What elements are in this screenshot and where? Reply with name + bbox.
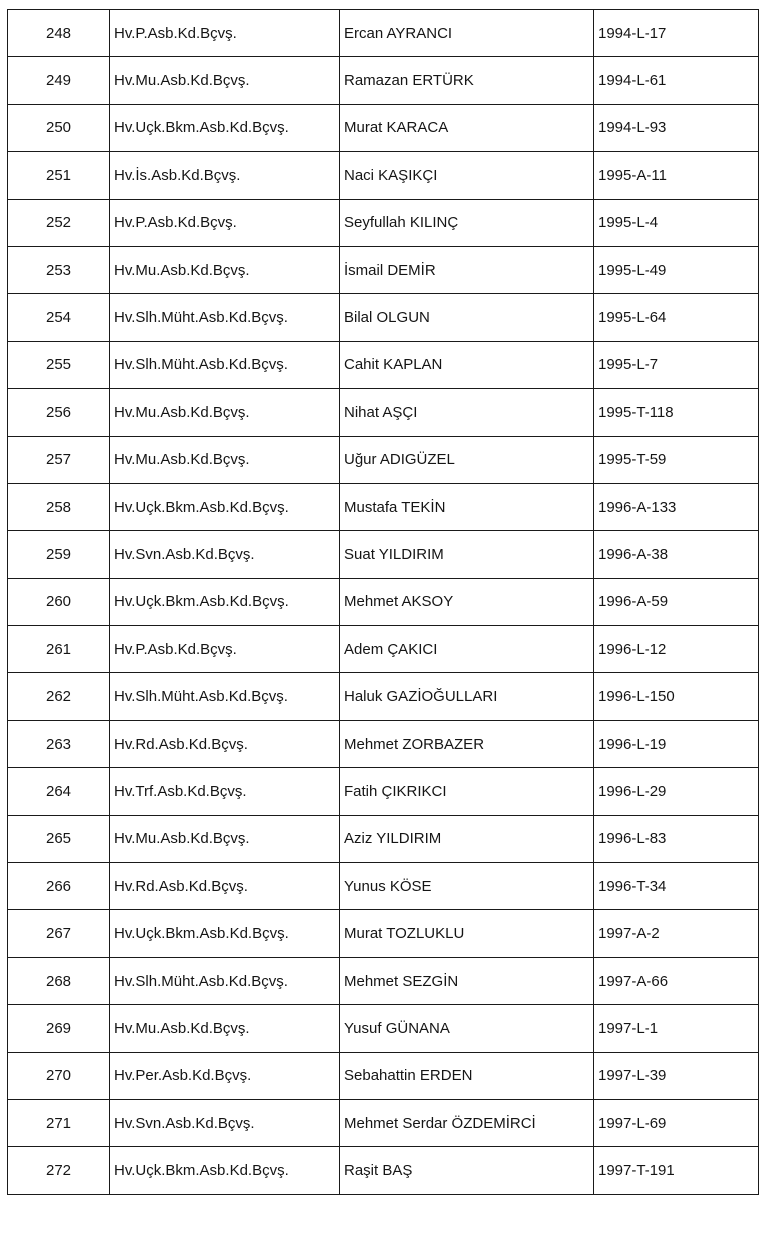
table-row xyxy=(8,673,759,720)
rank-cell: Hv.Slh.Müht.Asb.Kd.Bçvş. xyxy=(110,294,340,341)
rank-cell: Hv.Rd.Asb.Kd.Bçvş. xyxy=(110,720,340,767)
rank-cell: Hv.Uçk.Bkm.Asb.Kd.Bçvş. xyxy=(110,578,340,625)
table-row xyxy=(8,578,759,625)
registry-number-cell: 1997-A-66 xyxy=(594,957,759,1004)
name-cell: Seyfullah KILINÇ xyxy=(340,199,594,246)
registry-number-cell: 1996-L-12 xyxy=(594,626,759,673)
row-number: 255 xyxy=(8,341,110,388)
row-number: 264 xyxy=(8,768,110,815)
row-number: 254 xyxy=(8,294,110,341)
table-row xyxy=(8,863,759,910)
rank-cell: Hv.Mu.Asb.Kd.Bçvş. xyxy=(110,57,340,104)
table-row xyxy=(8,1005,759,1052)
name-cell: Uğur ADIGÜZEL xyxy=(340,436,594,483)
registry-number-cell: 1994-L-93 xyxy=(594,104,759,151)
name-cell: Yunus KÖSE xyxy=(340,863,594,910)
row-number: 266 xyxy=(8,863,110,910)
rank-cell: Hv.P.Asb.Kd.Bçvş. xyxy=(110,10,340,57)
name-cell: Ercan AYRANCI xyxy=(340,10,594,57)
table-row xyxy=(8,626,759,673)
table-row xyxy=(8,104,759,151)
rank-cell: Hv.Mu.Asb.Kd.Bçvş. xyxy=(110,246,340,293)
registry-number-cell: 1995-T-59 xyxy=(594,436,759,483)
name-cell: Adem ÇAKICI xyxy=(340,626,594,673)
row-number: 261 xyxy=(8,626,110,673)
name-cell: İsmail DEMİR xyxy=(340,246,594,293)
table-row xyxy=(8,152,759,199)
rank-cell: Hv.Uçk.Bkm.Asb.Kd.Bçvş. xyxy=(110,1147,340,1194)
table-row xyxy=(8,531,759,578)
name-cell: Bilal OLGUN xyxy=(340,294,594,341)
table-row xyxy=(8,341,759,388)
name-cell: Cahit KAPLAN xyxy=(340,341,594,388)
table-row xyxy=(8,1052,759,1099)
rank-cell: Hv.Svn.Asb.Kd.Bçvş. xyxy=(110,531,340,578)
row-number: 272 xyxy=(8,1147,110,1194)
registry-number-cell: 1996-A-59 xyxy=(594,578,759,625)
name-cell: Nihat AŞÇI xyxy=(340,389,594,436)
name-cell: Fatih ÇIKRIKCI xyxy=(340,768,594,815)
row-number: 268 xyxy=(8,957,110,1004)
name-cell: Murat TOZLUKLU xyxy=(340,910,594,957)
rank-cell: Hv.Slh.Müht.Asb.Kd.Bçvş. xyxy=(110,957,340,1004)
name-cell: Mehmet AKSOY xyxy=(340,578,594,625)
rank-cell: Hv.Slh.Müht.Asb.Kd.Bçvş. xyxy=(110,341,340,388)
row-number: 271 xyxy=(8,1099,110,1146)
row-number: 269 xyxy=(8,1005,110,1052)
rank-cell: Hv.P.Asb.Kd.Bçvş. xyxy=(110,199,340,246)
registry-number-cell: 1996-A-38 xyxy=(594,531,759,578)
name-cell: Naci KAŞIKÇI xyxy=(340,152,594,199)
rank-cell: Hv.Uçk.Bkm.Asb.Kd.Bçvş. xyxy=(110,910,340,957)
registry-number-cell: 1997-L-1 xyxy=(594,1005,759,1052)
name-cell: Mehmet SEZGİN xyxy=(340,957,594,1004)
name-cell: Murat KARACA xyxy=(340,104,594,151)
row-number: 258 xyxy=(8,483,110,530)
row-number: 263 xyxy=(8,720,110,767)
rank-cell: Hv.Mu.Asb.Kd.Bçvş. xyxy=(110,815,340,862)
name-cell: Yusuf GÜNANA xyxy=(340,1005,594,1052)
row-number: 265 xyxy=(8,815,110,862)
registry-number-cell: 1997-L-39 xyxy=(594,1052,759,1099)
name-cell: Mehmet ZORBAZER xyxy=(340,720,594,767)
table-row xyxy=(8,957,759,1004)
registry-number-cell: 1995-L-7 xyxy=(594,341,759,388)
registry-number-cell: 1996-A-133 xyxy=(594,483,759,530)
name-cell: Haluk GAZİOĞULLARI xyxy=(340,673,594,720)
table-row xyxy=(8,815,759,862)
table-row xyxy=(8,246,759,293)
rank-cell: Hv.Mu.Asb.Kd.Bçvş. xyxy=(110,436,340,483)
table-row xyxy=(8,436,759,483)
row-number: 257 xyxy=(8,436,110,483)
registry-number-cell: 1997-A-2 xyxy=(594,910,759,957)
row-number: 251 xyxy=(8,152,110,199)
row-number: 267 xyxy=(8,910,110,957)
table-row xyxy=(8,910,759,957)
table-row xyxy=(8,389,759,436)
registry-number-cell: 1995-L-4 xyxy=(594,199,759,246)
rank-cell: Hv.Mu.Asb.Kd.Bçvş. xyxy=(110,389,340,436)
row-number: 253 xyxy=(8,246,110,293)
name-cell: Suat YILDIRIM xyxy=(340,531,594,578)
row-number: 249 xyxy=(8,57,110,104)
rank-cell: Hv.Slh.Müht.Asb.Kd.Bçvş. xyxy=(110,673,340,720)
registry-number-cell: 1997-T-191 xyxy=(594,1147,759,1194)
registry-number-cell: 1994-L-61 xyxy=(594,57,759,104)
registry-number-cell: 1996-L-83 xyxy=(594,815,759,862)
registry-number-cell: 1996-L-150 xyxy=(594,673,759,720)
personnel-table-body xyxy=(8,10,759,1195)
row-number: 252 xyxy=(8,199,110,246)
rank-cell: Hv.Mu.Asb.Kd.Bçvş. xyxy=(110,1005,340,1052)
rank-cell: Hv.P.Asb.Kd.Bçvş. xyxy=(110,626,340,673)
table-row xyxy=(8,294,759,341)
name-cell: Ramazan ERTÜRK xyxy=(340,57,594,104)
registry-number-cell: 1994-L-17 xyxy=(594,10,759,57)
registry-number-cell: 1996-L-19 xyxy=(594,720,759,767)
registry-number-cell: 1996-T-34 xyxy=(594,863,759,910)
registry-number-cell: 1997-L-69 xyxy=(594,1099,759,1146)
rank-cell: Hv.Uçk.Bkm.Asb.Kd.Bçvş. xyxy=(110,483,340,530)
table-row xyxy=(8,483,759,530)
row-number: 270 xyxy=(8,1052,110,1099)
registry-number-cell: 1995-A-11 xyxy=(594,152,759,199)
personnel-table xyxy=(7,9,759,1195)
row-number: 262 xyxy=(8,673,110,720)
name-cell: Raşit BAŞ xyxy=(340,1147,594,1194)
registry-number-cell: 1995-L-49 xyxy=(594,246,759,293)
table-row xyxy=(8,768,759,815)
name-cell: Mehmet Serdar ÖZDEMİRCİ xyxy=(340,1099,594,1146)
table-row xyxy=(8,10,759,57)
rank-cell: Hv.İs.Asb.Kd.Bçvş. xyxy=(110,152,340,199)
name-cell: Aziz YILDIRIM xyxy=(340,815,594,862)
row-number: 259 xyxy=(8,531,110,578)
rank-cell: Hv.Svn.Asb.Kd.Bçvş. xyxy=(110,1099,340,1146)
name-cell: Sebahattin ERDEN xyxy=(340,1052,594,1099)
name-cell: Mustafa TEKİN xyxy=(340,483,594,530)
table-row xyxy=(8,57,759,104)
rank-cell: Hv.Uçk.Bkm.Asb.Kd.Bçvş. xyxy=(110,104,340,151)
row-number: 256 xyxy=(8,389,110,436)
rank-cell: Hv.Trf.Asb.Kd.Bçvş. xyxy=(110,768,340,815)
table-row xyxy=(8,1147,759,1194)
registry-number-cell: 1996-L-29 xyxy=(594,768,759,815)
table-row xyxy=(8,1099,759,1146)
registry-number-cell: 1995-L-64 xyxy=(594,294,759,341)
rank-cell: Hv.Per.Asb.Kd.Bçvş. xyxy=(110,1052,340,1099)
registry-number-cell: 1995-T-118 xyxy=(594,389,759,436)
row-number: 260 xyxy=(8,578,110,625)
table-row xyxy=(8,199,759,246)
row-number: 248 xyxy=(8,10,110,57)
table-row xyxy=(8,720,759,767)
rank-cell: Hv.Rd.Asb.Kd.Bçvş. xyxy=(110,863,340,910)
row-number: 250 xyxy=(8,104,110,151)
